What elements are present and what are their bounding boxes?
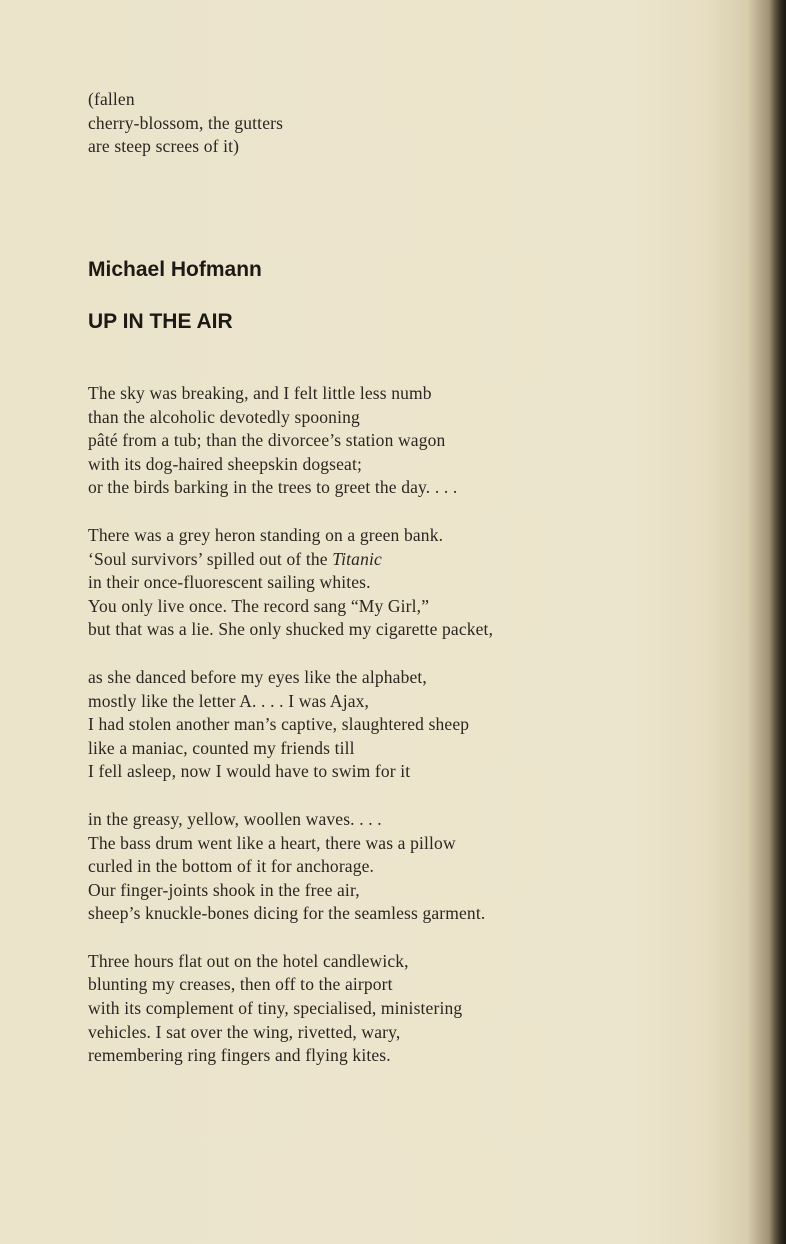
- poem-body: [88, 382, 708, 1092]
- poem-line: mostly like the letter A. . . . I was Ajax,: [88, 690, 370, 711]
- poem-line: in their once-fluorescent sailing whites.: [88, 572, 371, 593]
- poem-line: The bass drum went like a heart, there was a pillow: [88, 832, 456, 853]
- poem-line: but that was a lie. She only shucked my cigarette packet,: [88, 619, 494, 640]
- poem-line: vehicles. I sat over the wing, rivetted, wary,: [88, 1021, 401, 1042]
- fragment-line: (fallen: [88, 89, 135, 109]
- poem-line: or the birds barking in the trees to greet the day. . . .: [88, 477, 458, 498]
- stanza: [88, 382, 708, 500]
- poem-line: than the alcoholic devotedly spooning: [88, 406, 360, 427]
- poem-line: The sky was breaking, and I felt little less numb: [88, 383, 432, 403]
- poem-line: There was a grey heron standing on a green bank.: [88, 524, 444, 545]
- poem-line: I fell asleep, now I would have to swim for it: [88, 761, 411, 782]
- poem-line: sheep’s knuckle-bones dicing for the seamless garment.: [88, 903, 486, 924]
- book-gutter: [748, 0, 786, 1244]
- fragment-line: cherry-blossom, the gutters: [88, 112, 284, 133]
- poem-line: I had stolen another man’s captive, slaughtered sheep: [88, 714, 470, 735]
- stanza: [88, 950, 708, 1068]
- poem-line: curled in the bottom of it for anchorage.: [88, 856, 375, 877]
- poem-line: as she danced before my eyes like the alphabet,: [88, 666, 427, 687]
- poem-line: Our finger-joints shook in the free air,: [88, 879, 360, 900]
- poem-line: with its complement of tiny, specialised, ministering: [88, 998, 463, 1019]
- page-content: [88, 88, 708, 1066]
- poem-author: Michael Hofmann: [88, 258, 262, 281]
- poem-line: in the greasy, yellow, woollen waves. . . .: [88, 808, 382, 829]
- poem-line: like a maniac, counted my friends till: [88, 737, 355, 758]
- ship-name-italic: Titanic: [332, 548, 382, 569]
- poem-line: You only live once. The record sang “My Girl,”: [88, 595, 430, 616]
- poem-line: pâté from a tub; than the divorcee’s station wagon: [88, 430, 446, 451]
- poem-line: with its dog-haired sheepskin dogseat;: [88, 453, 362, 474]
- poem-line: Three hours flat out on the hotel candlewick,: [88, 950, 409, 971]
- poem-line: [88, 548, 708, 572]
- poem-line: blunting my creases, then off to the airport: [88, 974, 393, 995]
- poem-line: remembering ring fingers and flying kites.: [88, 1045, 391, 1066]
- stanza: [88, 666, 708, 784]
- poem-line-text: ‘Soul survivors’ spilled out of the: [88, 548, 328, 569]
- stanza: [88, 808, 708, 926]
- previous-poem-fragment: [88, 88, 708, 159]
- stanza: [88, 524, 708, 642]
- poem-title: UP IN THE AIR: [88, 310, 233, 333]
- fragment-line: are steep screes of it): [88, 136, 240, 157]
